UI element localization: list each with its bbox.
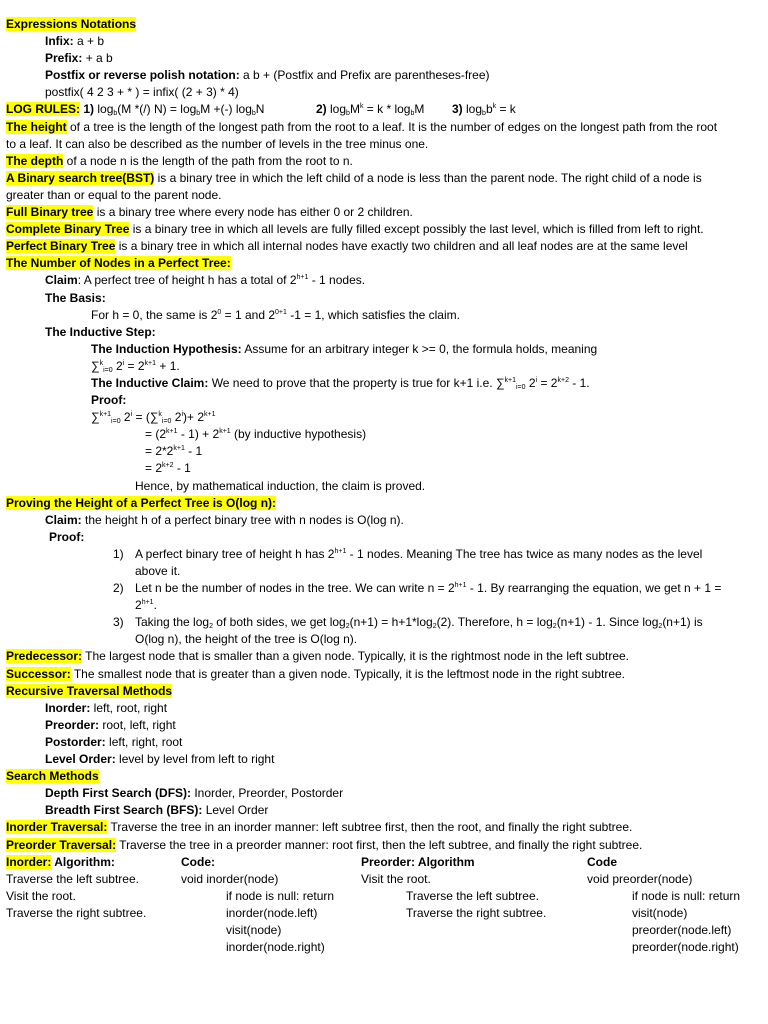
inorder-text: left, root, right [90,700,168,715]
height-proof-label: Proof: [49,529,85,544]
algo-row-2 [6,888,762,905]
bst-text-2: greater than or equal to the parent node. [6,187,222,202]
proof-line-2: = $(2^{k+1} - 1) + 2^{k+1}$ (by inductive hypothesis) [145,427,367,442]
hypothesis-formula: ∑$^k_{i=0}$ $2^i = 2^{k+1} + 1$. [91,358,180,374]
algo-header-row [6,854,762,871]
level-order-label: Level Order: [45,752,116,767]
log-rule-3: 3) $\log_bb^k = k$ [452,102,516,118]
height-text-1: of a tree is the length of the longest path from the root to a leaf. It is the number of edges on the longest path from the root [66,119,718,134]
perfect-term: Perfect Binary Tree [6,239,116,254]
algo-row-3 [6,905,762,922]
log-rules-heading: LOG RULES: [6,102,80,117]
algo-inorder-term: Inorder: [6,854,52,869]
pre-code-1: void preorder(node) [587,871,693,886]
proof-line-4: = $2^{k+2} - 1$ [145,461,191,476]
log-rule-1: $\log_b(M$ *(/) $N) = \log_bM$ +(-) $\log_bN$ [97,102,265,118]
prefix-label: Prefix: [45,51,83,66]
pre-code-5: preorder(node.right) [632,940,739,955]
height-step-2-cont: $2^{h+1}$. [135,598,157,613]
nodes-proof-heading: The Number of Nodes in a Perfect Tree: [6,256,231,271]
algo-row-5 [6,939,762,956]
expressions-heading: Expressions Notations [6,17,137,31]
predecessor-text: The largest node that is smaller than a given node. Typically, it is the rightmost node in the left subtree. [82,649,630,664]
height-step-3: 3) Taking the $\log_2$ of both sides, we get $\log_2(n+1) = h+1*\log_2(2)$. Therefore, $h = \log_2(n+1) - 1$. Since $\log_2(n+1)$ is [113,615,703,631]
proof-line-3: = $2*2^{k+1} - 1$ [145,444,203,459]
algo-row-4 [6,922,762,939]
postfix-value: a b + (Postfix and Prefix are parentheses-free) [239,68,490,83]
in-code-5: inorder(node.right) [226,940,325,955]
hypothesis-label: The Induction Hypothesis: [91,341,242,356]
inorder-traversal-text: Traverse the tree in an inorder manner: left subtree first, then the root, and finally the right subtree. [107,820,633,835]
bfs-label: Breadth First Search (BFS): [45,803,203,818]
postorder-text: left, right, root [105,734,183,749]
height-term: The height [6,119,67,134]
postfix-example: postfix( 4 2 3 + * ) = infix( (2 + 3) * 4) [45,85,239,100]
infix-label: Infix: [45,34,74,49]
dfs-label: Depth First Search (DFS): [45,786,192,801]
proof-conclusion: Hence, by mathematical induction, the claim is proved. [135,478,426,493]
inorder-traversal-term: Inorder Traversal: [6,820,108,835]
log-rules-line [6,101,762,118]
height-step-3-cont: O(log n), the height of the tree is O(log n). [135,632,358,647]
pre-step-3: Traverse the right subtree. [406,905,547,920]
basis-label: The Basis: [45,290,106,305]
in-code-4: visit(node) [226,922,282,937]
nodes-claim: Claim: A perfect tree of height h has a total of $2^{h+1} - 1$ nodes. [45,273,366,288]
full-text: is a binary tree where every node has either 0 or 2 children. [93,205,413,220]
depth-text: of a node n is the length of the path from the root to n. [63,153,353,168]
search-heading: Search Methods [6,769,99,784]
prefix-value: + a b [82,51,113,66]
pre-step-2: Traverse the left subtree. [406,888,539,903]
inductive-step-label: The Inductive Step: [45,324,156,339]
height-proof-heading: Proving the Height of a Perfect Tree is O(log n): [6,495,277,510]
document-page [6,16,762,956]
inorder-label: Inorder: [45,700,91,715]
log-rule-2: 2) $\log_bM^k = k * \log_bM$ [316,102,425,118]
hypothesis-text: Assume for an arbitrary integer k >= 0, the formula holds, meaning [241,341,598,356]
in-step-1: Traverse the left subtree. [6,871,139,886]
proof-label: Proof: [91,393,127,408]
postfix-label: Postfix or reverse polish notation: [45,68,240,83]
complete-text: is a binary tree in which all levels are fully filled except possibly the last level, which is filled from left to right. [129,222,704,237]
code1-label: Code: [181,854,215,869]
infix-value: a + b [73,34,105,49]
pre-code-3: visit(node) [632,905,688,920]
dfs-text: Inorder, Preorder, Postorder [191,786,344,801]
perfect-text: is a binary tree in which all internal nodes have exactly two children and all leaf nodes are at the same level [115,239,688,254]
preorder-traversal-text: Traverse the tree in a preorder manner: root first, then the left subtree, and finally the right subtree. [116,837,643,852]
pre-code-2: if node is null: return [632,888,741,903]
algo-row-1 [6,871,762,888]
algo-inorder-label: Algorithm: [51,854,115,869]
pre-code-4: preorder(node.left) [632,922,732,937]
height-step-1-cont: above it. [135,564,181,578]
complete-term: Complete Binary Tree [6,222,130,237]
proof-line-1: ∑$^{k+1}_{i=0}$ $2^i = (\sum^k_{i=0}$ $2^i)+ 2^{k+1}$ [91,410,216,426]
bst-text-1: is a binary tree in which the left child of a node is less than the parent node. The right child of a node is [154,170,702,185]
postorder-label: Postorder: [45,734,106,749]
log-rule-1-num: 1) [83,102,95,117]
level-order-text: level by level from left to right [115,752,275,767]
successor-term: Successor: [6,666,71,681]
height-step-2: 2) Let n be the number of nodes in the tree. We can write $n = 2^{h+1} - 1$. By rearranging the equation, we get n + 1 = [113,581,722,596]
in-step-2: Visit the root. [6,888,76,903]
in-code-1: void inorder(node) [181,871,279,886]
predecessor-term: Predecessor: [6,649,83,664]
in-code-3: inorder(node.left) [226,905,318,920]
pre-step-1: Visit the root. [361,871,431,886]
preorder-traversal-term: Preorder Traversal: [6,837,117,852]
full-term: Full Binary tree [6,205,94,220]
preorder-label: Preorder: [45,717,100,732]
depth-term: The depth [6,153,64,168]
height-step-1: 1) A perfect binary tree of height h has $2^{h+1} - 1$ nodes. Meaning The tree has twice as many nodes as the level [113,546,703,561]
in-step-3: Traverse the right subtree. [6,905,147,920]
recursive-heading: Recursive Traversal Methods [6,683,173,698]
height-claim-text: the height h of a perfect binary tree with n nodes is O(log n). [81,512,404,527]
bfs-text: Level Order [202,803,269,818]
successor-text: The smallest node that is greater than a given node. Typically, it is the leftmost node in the right subtree. [70,666,626,681]
height-text-2: to a leaf. It can also be described as the number of levels in the tree minus one. [6,136,429,151]
algo-preorder-label: Preorder: Algorithm [361,854,475,869]
bst-term: A Binary search tree(BST) [6,170,155,185]
in-code-2: if node is null: return [226,888,335,903]
height-claim-label: Claim: [45,512,82,527]
inductive-claim: The Inductive Claim: We need to prove that the property is true for k+1 i.e. ∑$^{k+1}_{i=0}$ $2^i = 2^{k+2} - 1$. [91,375,590,391]
basis-text: For h = 0, the same is $2^0 = 1$ and $2^{0+1}$ -1 = 1, which satisfies the claim. [91,307,460,322]
preorder-text: root, left, right [99,717,176,732]
code2-label: Code [587,854,617,869]
